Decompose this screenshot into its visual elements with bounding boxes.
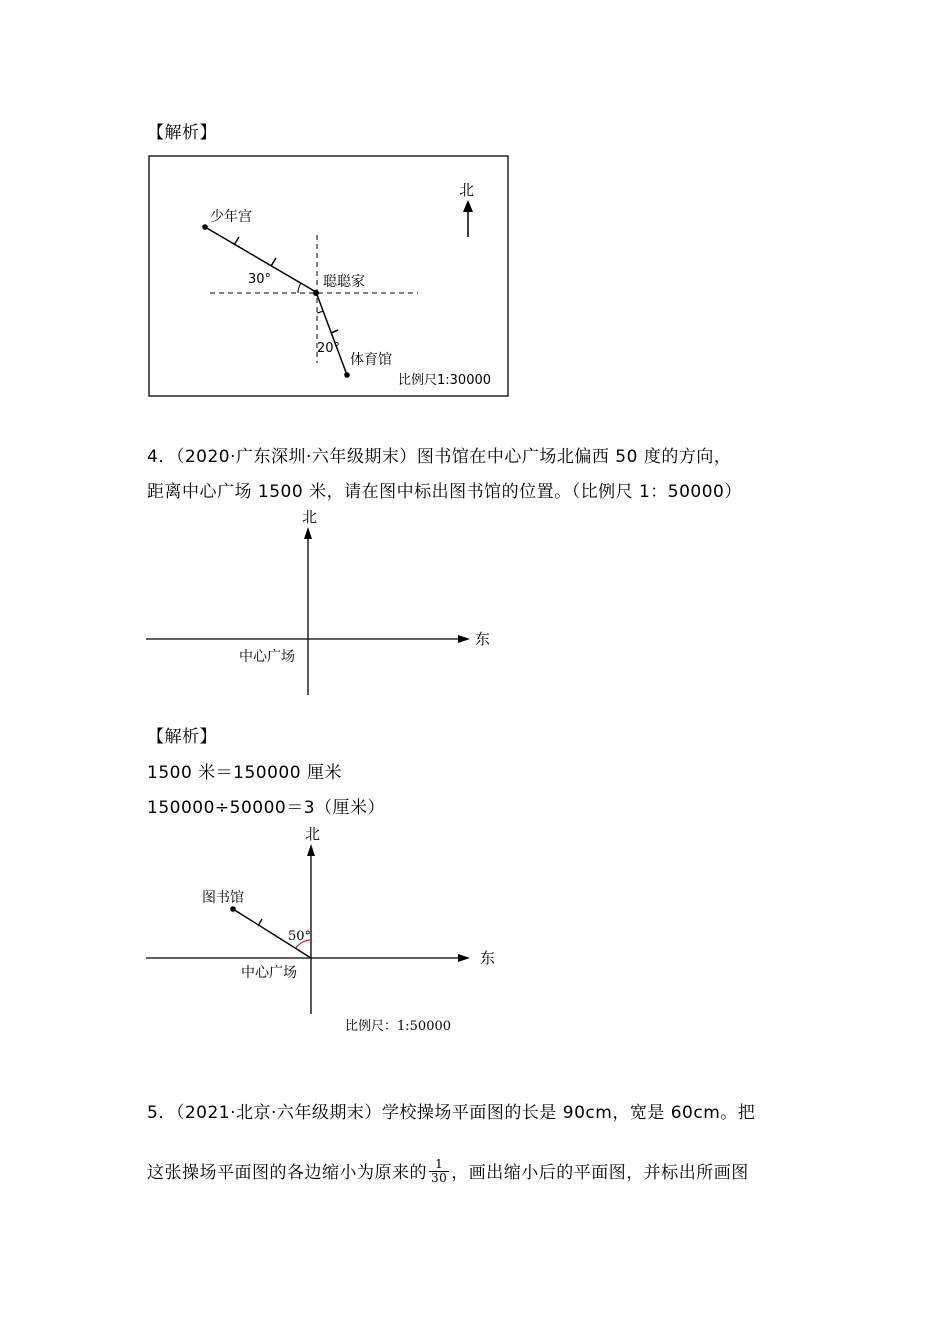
- east-label: 东: [480, 949, 496, 967]
- point-youth-palace: [202, 224, 208, 230]
- q5-line-2-after: ，画出缩小后的平面图，并标出所画图: [451, 1163, 749, 1183]
- point-library: [230, 906, 236, 912]
- q5-line-2-before: 这张操场平面图的各边缩小为原来的: [147, 1163, 427, 1183]
- center-label: 中心广场: [241, 965, 297, 981]
- label-angle-30: 30°: [248, 272, 272, 287]
- label-home: 聪聪家: [323, 274, 365, 290]
- tick-mark: [234, 237, 239, 245]
- north-label: 北: [305, 825, 321, 843]
- point-gym: [344, 372, 350, 378]
- diagram-blank-axes: [140, 505, 500, 700]
- fraction: [429, 1158, 449, 1185]
- north-arrow-head: [463, 200, 473, 212]
- north-label: 北: [302, 508, 318, 526]
- point-home: [313, 290, 319, 296]
- analysis-heading-2: 【解析】: [147, 727, 217, 747]
- tick-mark: [271, 258, 276, 266]
- q4-line-1: 4．（2020·广东深圳·六年级期末）图书馆在中心广场北偏西 50 度的方向，: [147, 447, 732, 467]
- north-arrow-head: [307, 844, 315, 856]
- tick-mark: [258, 919, 262, 926]
- center-label: 中心广场: [239, 649, 295, 665]
- label-scale: 比例尺：1:50000: [345, 1019, 452, 1034]
- analysis-heading-1: 【解析】: [147, 123, 217, 143]
- label-gym: 体育馆: [350, 352, 392, 368]
- north-label: 北: [459, 181, 475, 199]
- label-scale: 比例尺1:30000: [398, 373, 492, 388]
- tick-mark: [331, 330, 338, 333]
- east-arrow-head: [458, 954, 470, 962]
- label-angle-50: 50°: [288, 929, 312, 944]
- q4-line-2: 距离中心广场 1500 米，请在图中标出图书馆的位置。（比例尺 1：50000）: [147, 482, 742, 502]
- north-arrow-head: [304, 527, 312, 539]
- label-youth-palace: 少年宫: [210, 209, 252, 225]
- diagram-home-map: [148, 155, 510, 398]
- angle-arc-30: [298, 283, 301, 293]
- fraction-denominator: 30: [431, 1170, 448, 1185]
- east-arrow-head: [458, 635, 470, 643]
- fraction-numerator: 1: [435, 1156, 444, 1171]
- solution-line-1: 1500 米＝150000 厘米: [147, 763, 342, 783]
- angle-arc-20: [317, 311, 323, 313]
- q5-line-2: [147, 1158, 749, 1187]
- diagram-answer: [140, 822, 500, 1040]
- label-library: 图书馆: [202, 890, 244, 906]
- q5-line-1: 5．（2021·北京·六年级期末）学校操场平面图的长是 90cm，宽是 60cm。把: [147, 1103, 756, 1123]
- solution-line-2: 150000÷50000＝3（厘米）: [147, 798, 386, 818]
- label-angle-20: 20°: [317, 341, 341, 356]
- east-label: 东: [475, 630, 491, 648]
